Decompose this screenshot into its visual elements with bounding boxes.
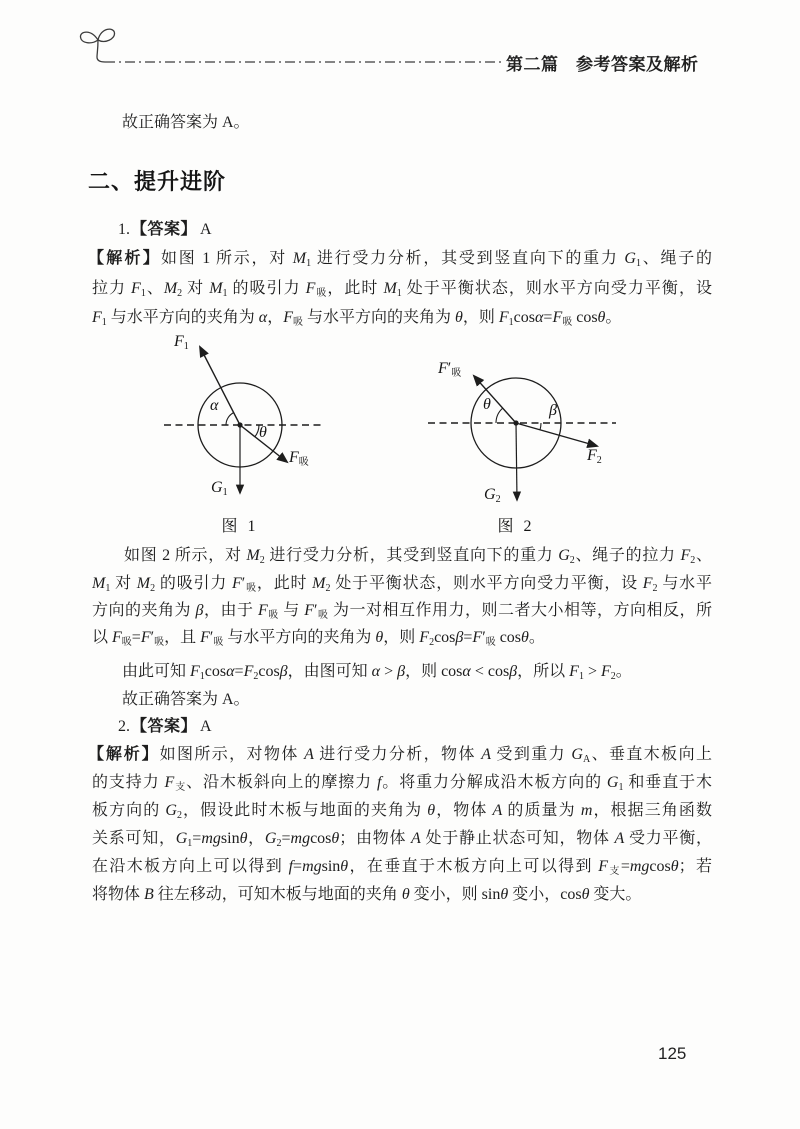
fig2-f2-label: F2 [587, 447, 602, 466]
q1-exp-tag: 【解析】 [88, 250, 162, 267]
q2-exp-line-3: 板方向的 G2，假设此时木板与地面的夹角为 θ，物体 A 的质量为 m，根据三角函数 [92, 802, 712, 821]
fig2-theta-angle-arc [496, 408, 503, 423]
prev-answer-line: 故正确答案为 A。 [122, 114, 250, 131]
q1-post-line-2: M1 对 M2 的吸引力 F′吸，此时 M2 处于平衡状态，则水平方向受力平衡，设 F2 与水平 [92, 575, 712, 594]
q1-exp-line-3: F1 与水平方向的夹角为 α，F吸 与水平方向的夹角为 θ，则 F1cosα=F吸 cosθ。 [92, 309, 622, 328]
section-heading: 二、提升进阶 [88, 169, 227, 194]
sprout-leaf-icon [80, 29, 114, 62]
force-diagrams [0, 333, 800, 543]
fig1-fxi-label: F吸 [289, 449, 309, 468]
q1-exp-line-1 [88, 248, 712, 270]
fig2-theta-label: θ [483, 396, 491, 413]
q2-exp-line-5: 在沿木板方向上可以得到 f=mgsinθ，在垂直于木板方向上可以得到 F支=mgcosθ；若 [92, 858, 712, 877]
fig1-alpha-angle-arc [226, 413, 234, 425]
fig1-theta-label: θ [259, 424, 267, 441]
fig1-alpha-label: α [210, 397, 219, 414]
fig2-beta-angle-arc [540, 423, 541, 430]
fig1-force-f1-arrow [200, 347, 240, 425]
fig1-caption: 图 1 [221, 518, 259, 535]
q1-exp-line-2: 拉力 F1、M2 对 M1 的吸引力 F吸，此时 M1 处于平衡状态，则水平方向受力平衡，设 [92, 280, 712, 299]
fig2-g2-label: G2 [484, 486, 501, 505]
fig1-f1-label: F1 [174, 333, 189, 352]
fig1-g1-label: G1 [211, 479, 228, 498]
fig2-beta-label: β [549, 402, 557, 419]
header-ornament [78, 24, 518, 74]
q2-exp-line-6: 将物体 B 往左移动，可知木板与地面的夹角 θ 变小，则 sinθ 变小，cosθ 变大。 [92, 886, 642, 903]
q1-answer-value: A [200, 221, 212, 238]
q2-answer-line [118, 716, 212, 738]
q1-number: 1. [118, 221, 130, 238]
q1-answer-line [118, 219, 212, 241]
q2-answer-value: A [200, 718, 212, 735]
q1-post-line-3: 方向的夹角为 β，由于 F吸 与 F′吸 为一对相互作用力，则二者大小相等，方向相反，所 [92, 602, 712, 621]
fig2-caption: 图 2 [497, 518, 535, 535]
q2-exp-line-4: 关系可知，G1=mgsinθ，G2=mgcosθ；由物体 A 处于静止状态可知，物体 A 受力平衡， [92, 830, 712, 849]
fig2-gravity-g2-arrow [516, 423, 517, 500]
q1-post-line-4: 以 F吸=F′吸，且 F′吸 与水平方向的夹角为 θ，则 F2cosβ=F′吸 cosθ。 [92, 629, 545, 648]
q1-exp-text-1: 如图 1 所示，对 M1 进行受力分析，其受到竖直向下的重力 G1、绳子的 [161, 250, 712, 269]
fig2-fxi-prime-label: F′吸 [438, 360, 462, 379]
q1-post-line-5: 由此可知 F1cosα=F2cosβ，由图可知 α > β，则 cosα < cosβ，所以 F1 > F2。 [122, 663, 632, 682]
q1-post-line-6: 故正确答案为 A。 [122, 691, 250, 708]
q1-post-line-1: 如图 2 所示，对 M2 进行受力分析，其受到竖直向下的重力 G2、绳子的拉力 F2、 [124, 547, 712, 566]
q1-answer-tag: 【答案】 [131, 221, 198, 238]
running-head-title: 第二篇 参考答案及解析 [506, 55, 699, 74]
page-number: 125 [658, 1044, 687, 1063]
q2-exp-text-1: 如图所示，对物体 A 进行受力分析，物体 A 受到重力 GA、垂直木板向上 [159, 746, 712, 765]
q2-answer-tag: 【答案】 [131, 718, 198, 735]
q2-number: 2. [118, 718, 130, 735]
q2-exp-line-2: 的支持力 F支、沿木板斜向上的摩擦力 f。将重力分解成沿木板方向的 G1 和垂直于木 [92, 774, 712, 793]
q2-exp-tag: 【解析】 [88, 746, 160, 763]
q2-exp-line-1 [88, 744, 712, 766]
